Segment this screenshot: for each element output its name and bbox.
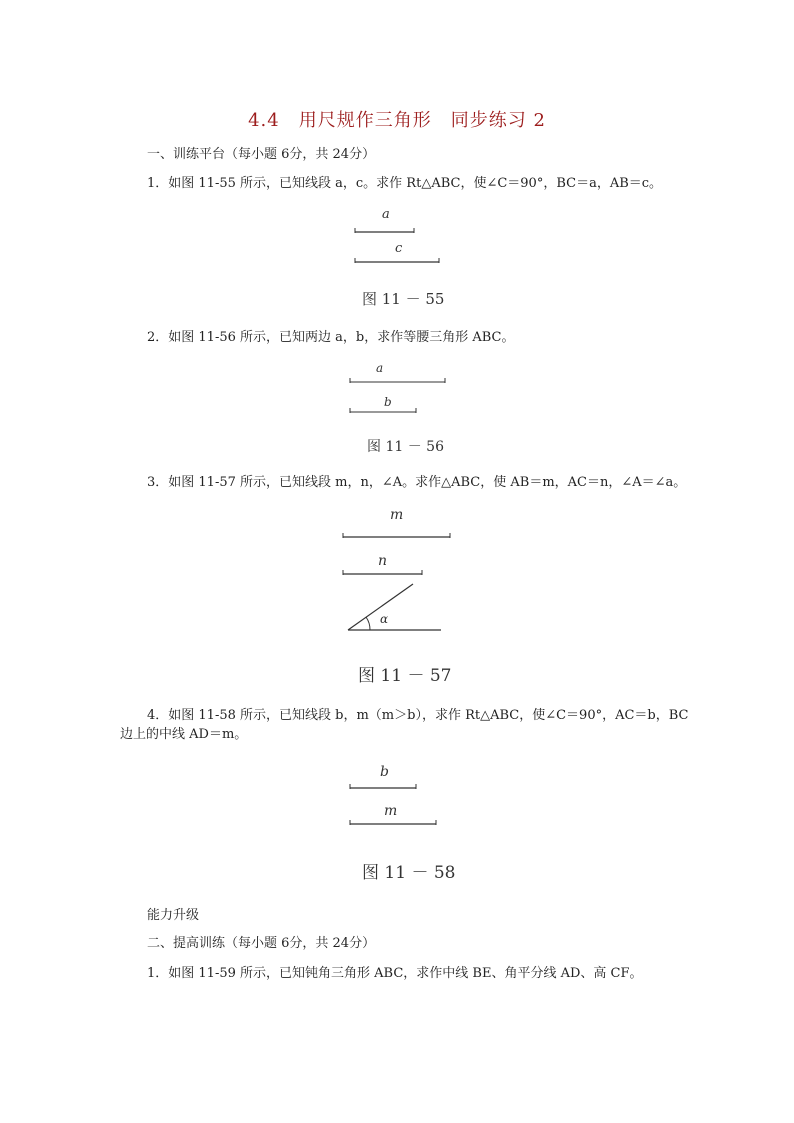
segment-a-label: a — [382, 207, 390, 222]
segment-m-label: m — [384, 803, 398, 819]
segment-b-label: b — [380, 764, 389, 780]
angle-arc — [366, 617, 370, 630]
question-4-line-2: 边上的中线 AD＝m。 — [120, 727, 248, 742]
segment-n-label: n — [378, 553, 388, 569]
segment-c-label: c — [395, 241, 403, 256]
figure-11-57-caption: 图 11 － 57 — [358, 666, 452, 686]
section-heading-training: 一、训练平台（每小题 6分，共 24分） — [147, 147, 376, 162]
question-2: 2．如图 11-56 所示，已知两边 a，b，求作等腰三角形 ABC。 — [147, 330, 515, 345]
question-3: 3．如图 11-57 所示，已知线段 m，n，∠A。求作△ABC，使 AB＝m，AC＝n，∠A＝∠a。 — [147, 475, 687, 490]
segment-b-label: b — [384, 395, 392, 409]
figure-11-58-caption: 图 11 － 58 — [362, 863, 456, 883]
figure-11-55-caption: 图 11 － 55 — [362, 290, 445, 308]
figure-11-57 — [340, 505, 470, 635]
question-5: 1．如图 11-59 所示，已知钝角三角形 ABC，求作中线 BE、角平分线 AD、高 CF。 — [147, 966, 643, 981]
segment-a-label: a — [376, 361, 384, 375]
figure-11-55 — [340, 200, 460, 280]
segment-m-label: m — [390, 507, 404, 523]
angle-alpha-label: α — [380, 612, 389, 626]
figure-11-58 — [340, 760, 450, 830]
figure-11-56 — [340, 358, 460, 418]
section-heading-advanced: 二、提高训练（每小题 6分，共 24分） — [147, 936, 376, 951]
question-1: 1．如图 11-55 所示，已知线段 a，c。求作 Rt△ABC，使∠C＝90°，BC＝a，AB＝c。 — [147, 176, 663, 191]
figure-11-56-caption: 图 11 － 56 — [367, 439, 444, 455]
question-4-line-1: 4．如图 11-58 所示，已知线段 b，m（m＞b），求作 Rt△ABC，使∠C＝90°，AC＝b，BC — [147, 708, 689, 723]
section-heading-ability: 能力升级 — [147, 908, 200, 923]
page-title: 4.4 用尺规作三角形 同步练习 2 — [248, 110, 546, 131]
